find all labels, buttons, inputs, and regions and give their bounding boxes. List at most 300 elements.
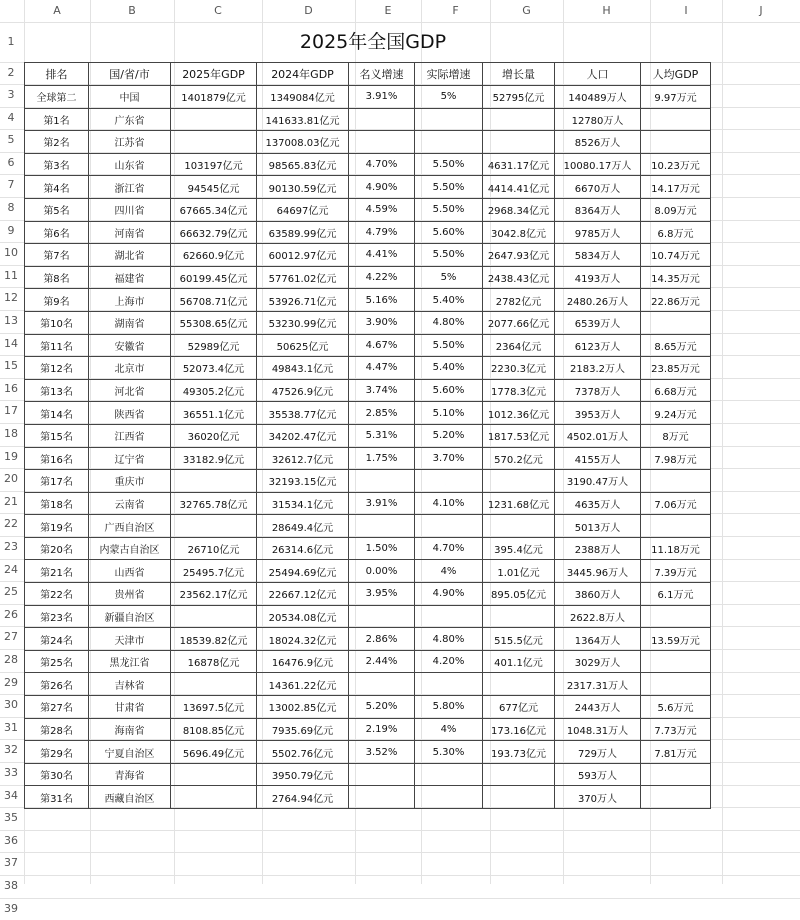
- table-cell[interactable]: 28649.4亿元: [257, 515, 349, 538]
- table-cell[interactable]: 395.4亿元: [483, 537, 555, 560]
- table-cell[interactable]: 第11名: [25, 334, 89, 357]
- table-cell[interactable]: [641, 650, 711, 673]
- table-cell[interactable]: 32612.7亿元: [257, 447, 349, 470]
- table-cell[interactable]: 1012.36亿元: [483, 402, 555, 425]
- table-cell[interactable]: 10.74万元: [641, 244, 711, 267]
- table-cell[interactable]: 第14名: [25, 402, 89, 425]
- table-cell[interactable]: 4.47%: [349, 357, 415, 380]
- row-number[interactable]: 29: [4, 675, 18, 689]
- table-cell[interactable]: 14.17万元: [641, 176, 711, 199]
- table-cell[interactable]: [641, 515, 711, 538]
- table-cell[interactable]: 11.18万元: [641, 537, 711, 560]
- table-cell[interactable]: 1349084亿元: [257, 86, 349, 109]
- table-cell[interactable]: 第22名: [25, 583, 89, 606]
- table-cell[interactable]: 3.95%: [349, 583, 415, 606]
- table-cell[interactable]: 90130.59亿元: [257, 176, 349, 199]
- table-cell[interactable]: 67665.34亿元: [171, 198, 257, 221]
- table-cell[interactable]: 2.19%: [349, 718, 415, 741]
- table-cell[interactable]: [415, 108, 483, 131]
- table-cell[interactable]: 2764.94亿元: [257, 786, 349, 809]
- row-number[interactable]: 7: [7, 178, 15, 192]
- table-cell[interactable]: 第28名: [25, 718, 89, 741]
- table-cell[interactable]: 3.52%: [349, 741, 415, 764]
- row-number[interactable]: 11: [4, 268, 18, 282]
- column-letter[interactable]: E: [384, 4, 392, 17]
- table-cell[interactable]: [349, 763, 415, 786]
- table-cell[interactable]: 5.16%: [349, 289, 415, 312]
- table-cell[interactable]: 1048.31万人: [555, 718, 641, 741]
- table-cell[interactable]: 全球第二: [25, 86, 89, 109]
- row-number[interactable]: 34: [4, 788, 18, 802]
- table-cell[interactable]: 8万元: [641, 424, 711, 447]
- table-cell[interactable]: 1.75%: [349, 447, 415, 470]
- row-number[interactable]: 36: [4, 833, 18, 847]
- row-number[interactable]: 31: [4, 720, 18, 734]
- table-cell[interactable]: 193.73亿元: [483, 741, 555, 764]
- table-cell[interactable]: [171, 515, 257, 538]
- table-cell[interactable]: 5.40%: [415, 357, 483, 380]
- table-cell[interactable]: 第6名: [25, 221, 89, 244]
- table-cell[interactable]: 16476.9亿元: [257, 650, 349, 673]
- table-cell[interactable]: 第26名: [25, 673, 89, 696]
- table-cell[interactable]: 18024.32亿元: [257, 628, 349, 651]
- row-number[interactable]: 5: [7, 133, 15, 147]
- table-cell[interactable]: 9.97万元: [641, 86, 711, 109]
- table-cell[interactable]: 4.90%: [349, 176, 415, 199]
- table-cell[interactable]: 4635万人: [555, 492, 641, 515]
- table-cell[interactable]: 第31名: [25, 786, 89, 809]
- row-number[interactable]: 25: [4, 585, 18, 599]
- table-cell[interactable]: 7.73万元: [641, 718, 711, 741]
- table-cell[interactable]: [171, 763, 257, 786]
- table-cell[interactable]: 1.50%: [349, 537, 415, 560]
- row-number[interactable]: 2: [7, 66, 15, 79]
- table-cell[interactable]: 10080.17万人: [555, 153, 641, 176]
- row-number[interactable]: 15: [4, 359, 18, 373]
- table-cell[interactable]: 2782亿元: [483, 289, 555, 312]
- table-cell[interactable]: [415, 515, 483, 538]
- table-cell[interactable]: 23.85万元: [641, 357, 711, 380]
- table-cell[interactable]: 14.35万元: [641, 266, 711, 289]
- table-cell[interactable]: 49305.2亿元: [171, 379, 257, 402]
- table-cell[interactable]: 山东省: [89, 153, 171, 176]
- table-cell[interactable]: 8108.85亿元: [171, 718, 257, 741]
- table-cell[interactable]: 5502.76亿元: [257, 741, 349, 764]
- table-cell[interactable]: 4.90%: [415, 583, 483, 606]
- table-cell[interactable]: 370万人: [555, 786, 641, 809]
- table-cell[interactable]: 4502.01万人: [555, 424, 641, 447]
- table-cell[interactable]: 5013万人: [555, 515, 641, 538]
- table-cell[interactable]: 第24名: [25, 628, 89, 651]
- table-cell[interactable]: 515.5亿元: [483, 628, 555, 651]
- table-cell[interactable]: 6.68万元: [641, 379, 711, 402]
- table-cell[interactable]: 5%: [415, 266, 483, 289]
- column-letter[interactable]: F: [452, 4, 459, 17]
- column-letter[interactable]: J: [759, 4, 763, 17]
- table-cell[interactable]: 4%: [415, 560, 483, 583]
- table-cell[interactable]: 宁夏自治区: [89, 741, 171, 764]
- table-cell[interactable]: 第5名: [25, 198, 89, 221]
- row-number[interactable]: 6: [7, 155, 15, 169]
- table-cell[interactable]: 5%: [415, 86, 483, 109]
- table-cell[interactable]: 3.74%: [349, 379, 415, 402]
- row-number[interactable]: 22: [4, 517, 18, 531]
- table-cell[interactable]: 第10名: [25, 311, 89, 334]
- row-number[interactable]: 12: [4, 291, 18, 305]
- row-number[interactable]: 24: [4, 562, 18, 576]
- table-cell[interactable]: 137008.03亿元: [257, 131, 349, 154]
- row-number[interactable]: 19: [4, 449, 18, 463]
- table-cell[interactable]: 8.09万元: [641, 198, 711, 221]
- table-cell[interactable]: 第23名: [25, 605, 89, 628]
- table-cell[interactable]: [641, 311, 711, 334]
- table-cell[interactable]: 6539万人: [555, 311, 641, 334]
- row-number[interactable]: 16: [4, 381, 18, 395]
- table-cell[interactable]: 53926.71亿元: [257, 289, 349, 312]
- table-cell[interactable]: 52073.4亿元: [171, 357, 257, 380]
- table-cell[interactable]: 2388万人: [555, 537, 641, 560]
- row-number[interactable]: 28: [4, 653, 18, 666]
- table-cell[interactable]: [641, 763, 711, 786]
- table-cell[interactable]: 第16名: [25, 447, 89, 470]
- table-cell[interactable]: 3445.96万人: [555, 560, 641, 583]
- table-cell[interactable]: 4.67%: [349, 334, 415, 357]
- table-cell[interactable]: 2077.66亿元: [483, 311, 555, 334]
- table-cell[interactable]: 河南省: [89, 221, 171, 244]
- table-cell[interactable]: 6.8万元: [641, 221, 711, 244]
- table-cell[interactable]: [349, 673, 415, 696]
- table-cell[interactable]: 河北省: [89, 379, 171, 402]
- header-cell[interactable]: 增长量: [483, 63, 555, 86]
- table-cell[interactable]: 55308.65亿元: [171, 311, 257, 334]
- row-number[interactable]: 38: [4, 879, 18, 892]
- row-number[interactable]: 9: [7, 223, 15, 237]
- table-cell[interactable]: [641, 131, 711, 154]
- table-cell[interactable]: 安徽省: [89, 334, 171, 357]
- table-cell[interactable]: 4.70%: [415, 537, 483, 560]
- table-cell[interactable]: 3860万人: [555, 583, 641, 606]
- table-cell[interactable]: 33182.9亿元: [171, 447, 257, 470]
- table-cell[interactable]: 第18名: [25, 492, 89, 515]
- table-cell[interactable]: 辽宁省: [89, 447, 171, 470]
- table-cell[interactable]: 5.20%: [415, 424, 483, 447]
- table-cell[interactable]: 729万人: [555, 741, 641, 764]
- row-number[interactable]: 32: [4, 743, 18, 757]
- table-cell[interactable]: 第9名: [25, 289, 89, 312]
- table-cell[interactable]: 5.20%: [349, 696, 415, 719]
- table-cell[interactable]: 江苏省: [89, 131, 171, 154]
- column-letter[interactable]: H: [602, 4, 611, 17]
- table-cell[interactable]: 13002.85亿元: [257, 696, 349, 719]
- table-cell[interactable]: 3042.8亿元: [483, 221, 555, 244]
- table-cell[interactable]: [415, 131, 483, 154]
- table-cell[interactable]: 3.91%: [349, 492, 415, 515]
- table-cell[interactable]: [483, 786, 555, 809]
- table-cell[interactable]: 141633.81亿元: [257, 108, 349, 131]
- table-cell[interactable]: 52795亿元: [483, 86, 555, 109]
- table-cell[interactable]: 3.90%: [349, 311, 415, 334]
- column-letter[interactable]: B: [128, 4, 136, 17]
- table-cell[interactable]: 4.20%: [415, 650, 483, 673]
- table-cell[interactable]: 8364万人: [555, 198, 641, 221]
- table-cell[interactable]: 1778.3亿元: [483, 379, 555, 402]
- table-cell[interactable]: 5.80%: [415, 696, 483, 719]
- table-cell[interactable]: [641, 786, 711, 809]
- table-cell[interactable]: 2364亿元: [483, 334, 555, 357]
- table-cell[interactable]: 1817.53亿元: [483, 424, 555, 447]
- table-cell[interactable]: [483, 673, 555, 696]
- table-cell[interactable]: 6670万人: [555, 176, 641, 199]
- row-number[interactable]: 10: [4, 246, 18, 260]
- table-cell[interactable]: 3.70%: [415, 447, 483, 470]
- table-cell[interactable]: 第19名: [25, 515, 89, 538]
- table-cell[interactable]: 895.05亿元: [483, 583, 555, 606]
- table-cell[interactable]: [171, 673, 257, 696]
- row-number[interactable]: 21: [4, 494, 18, 508]
- table-cell[interactable]: 5.30%: [415, 741, 483, 764]
- table-cell[interactable]: 4.59%: [349, 198, 415, 221]
- table-cell[interactable]: 2622.8万人: [555, 605, 641, 628]
- table-cell[interactable]: 青海省: [89, 763, 171, 786]
- table-cell[interactable]: 64697亿元: [257, 198, 349, 221]
- table-cell[interactable]: 60199.45亿元: [171, 266, 257, 289]
- table-cell[interactable]: 中国: [89, 86, 171, 109]
- table-cell[interactable]: 第29名: [25, 741, 89, 764]
- table-cell[interactable]: 9.24万元: [641, 402, 711, 425]
- table-cell[interactable]: 36020亿元: [171, 424, 257, 447]
- table-cell[interactable]: 14361.22亿元: [257, 673, 349, 696]
- table-cell[interactable]: 第7名: [25, 244, 89, 267]
- table-cell[interactable]: 天津市: [89, 628, 171, 651]
- table-cell[interactable]: [415, 673, 483, 696]
- table-cell[interactable]: 2317.31万人: [555, 673, 641, 696]
- column-letter[interactable]: D: [304, 4, 313, 17]
- table-cell[interactable]: 22.86万元: [641, 289, 711, 312]
- table-cell[interactable]: 4155万人: [555, 447, 641, 470]
- table-cell[interactable]: 第30名: [25, 763, 89, 786]
- table-cell[interactable]: 第13名: [25, 379, 89, 402]
- table-cell[interactable]: 4.22%: [349, 266, 415, 289]
- table-cell[interactable]: 5.60%: [415, 379, 483, 402]
- table-cell[interactable]: 56708.71亿元: [171, 289, 257, 312]
- table-cell[interactable]: 25494.69亿元: [257, 560, 349, 583]
- row-number[interactable]: 27: [4, 630, 18, 644]
- table-cell[interactable]: 2480.26万人: [555, 289, 641, 312]
- table-cell[interactable]: 35538.77亿元: [257, 402, 349, 425]
- table-cell[interactable]: 3190.47万人: [555, 470, 641, 493]
- table-cell[interactable]: 重庆市: [89, 470, 171, 493]
- table-cell[interactable]: 5834万人: [555, 244, 641, 267]
- table-cell[interactable]: 山西省: [89, 560, 171, 583]
- table-cell[interactable]: 2443万人: [555, 696, 641, 719]
- header-cell[interactable]: 人口: [555, 63, 641, 86]
- table-cell[interactable]: [171, 786, 257, 809]
- table-cell[interactable]: 34202.47亿元: [257, 424, 349, 447]
- table-cell[interactable]: 12780万人: [555, 108, 641, 131]
- table-cell[interactable]: 94545亿元: [171, 176, 257, 199]
- table-cell[interactable]: [641, 673, 711, 696]
- table-cell[interactable]: 第17名: [25, 470, 89, 493]
- table-cell[interactable]: 4.79%: [349, 221, 415, 244]
- table-cell[interactable]: [171, 108, 257, 131]
- table-cell[interactable]: 上海市: [89, 289, 171, 312]
- table-cell[interactable]: 103197亿元: [171, 153, 257, 176]
- table-cell[interactable]: 7.81万元: [641, 741, 711, 764]
- header-cell[interactable]: 人均GDP: [641, 63, 711, 86]
- table-cell[interactable]: 52989亿元: [171, 334, 257, 357]
- table-cell[interactable]: [641, 605, 711, 628]
- row-number[interactable]: 39: [4, 901, 18, 915]
- row-number[interactable]: 20: [4, 472, 18, 486]
- table-cell[interactable]: 50625亿元: [257, 334, 349, 357]
- table-cell[interactable]: 18539.82亿元: [171, 628, 257, 651]
- row-number[interactable]: 35: [4, 811, 18, 825]
- table-cell[interactable]: 140489万人: [555, 86, 641, 109]
- table-cell[interactable]: 云南省: [89, 492, 171, 515]
- table-cell[interactable]: 四川省: [89, 198, 171, 221]
- table-cell[interactable]: 湖北省: [89, 244, 171, 267]
- table-cell[interactable]: [349, 470, 415, 493]
- table-cell[interactable]: 新疆自治区: [89, 605, 171, 628]
- row-number[interactable]: 18: [4, 427, 18, 440]
- table-cell[interactable]: 4.80%: [415, 311, 483, 334]
- table-cell[interactable]: 5.50%: [415, 176, 483, 199]
- table-cell[interactable]: 36551.1亿元: [171, 402, 257, 425]
- table-cell[interactable]: 1401879亿元: [171, 86, 257, 109]
- header-cell[interactable]: 排名: [25, 63, 89, 86]
- table-cell[interactable]: 第27名: [25, 696, 89, 719]
- table-cell[interactable]: 66632.79亿元: [171, 221, 257, 244]
- table-cell[interactable]: 7.06万元: [641, 492, 711, 515]
- table-cell[interactable]: [415, 786, 483, 809]
- table-cell[interactable]: 5.60%: [415, 221, 483, 244]
- row-number[interactable]: 30: [4, 698, 18, 712]
- row-number[interactable]: 8: [7, 201, 15, 214]
- table-cell[interactable]: 4414.41亿元: [483, 176, 555, 199]
- table-cell[interactable]: 98565.83亿元: [257, 153, 349, 176]
- row-number[interactable]: 23: [4, 540, 18, 553]
- column-letter[interactable]: A: [53, 4, 61, 17]
- table-cell[interactable]: 5.50%: [415, 244, 483, 267]
- table-cell[interactable]: [349, 131, 415, 154]
- table-cell[interactable]: [483, 605, 555, 628]
- table-cell[interactable]: [641, 470, 711, 493]
- table-cell[interactable]: [349, 515, 415, 538]
- table-cell[interactable]: [483, 470, 555, 493]
- row-number[interactable]: 17: [4, 404, 18, 418]
- table-cell[interactable]: [171, 605, 257, 628]
- table-cell[interactable]: [483, 108, 555, 131]
- table-cell[interactable]: 7.98万元: [641, 447, 711, 470]
- table-cell[interactable]: 福建省: [89, 266, 171, 289]
- table-cell[interactable]: 57761.02亿元: [257, 266, 349, 289]
- table-cell[interactable]: 4.41%: [349, 244, 415, 267]
- table-cell[interactable]: 4.70%: [349, 153, 415, 176]
- table-cell[interactable]: 第4名: [25, 176, 89, 199]
- table-cell[interactable]: 湖南省: [89, 311, 171, 334]
- table-cell[interactable]: 53230.99亿元: [257, 311, 349, 334]
- table-cell[interactable]: 广西自治区: [89, 515, 171, 538]
- table-cell[interactable]: [349, 605, 415, 628]
- row-number[interactable]: 14: [4, 336, 18, 350]
- table-cell[interactable]: 甘肃省: [89, 696, 171, 719]
- table-cell[interactable]: 第15名: [25, 424, 89, 447]
- sheet-title[interactable]: 2025年全国GDP: [299, 31, 447, 53]
- table-cell[interactable]: 4631.17亿元: [483, 153, 555, 176]
- table-cell[interactable]: 593万人: [555, 763, 641, 786]
- table-cell[interactable]: 浙江省: [89, 176, 171, 199]
- table-cell[interactable]: [483, 763, 555, 786]
- table-cell[interactable]: 2183.2万人: [555, 357, 641, 380]
- table-cell[interactable]: 20534.08亿元: [257, 605, 349, 628]
- table-cell[interactable]: 5.31%: [349, 424, 415, 447]
- table-cell[interactable]: 4%: [415, 718, 483, 741]
- table-cell[interactable]: 401.1亿元: [483, 650, 555, 673]
- column-letter[interactable]: C: [214, 4, 222, 17]
- table-cell[interactable]: [171, 470, 257, 493]
- table-cell[interactable]: 7378万人: [555, 379, 641, 402]
- table-cell[interactable]: 5696.49亿元: [171, 741, 257, 764]
- table-cell[interactable]: 内蒙古自治区: [89, 537, 171, 560]
- row-number[interactable]: 4: [7, 110, 15, 124]
- table-cell[interactable]: 5.50%: [415, 153, 483, 176]
- table-cell[interactable]: 2438.43亿元: [483, 266, 555, 289]
- table-cell[interactable]: [349, 786, 415, 809]
- table-cell[interactable]: [483, 515, 555, 538]
- table-cell[interactable]: 北京市: [89, 357, 171, 380]
- table-cell[interactable]: 677亿元: [483, 696, 555, 719]
- table-cell[interactable]: 2.44%: [349, 650, 415, 673]
- table-cell[interactable]: 江西省: [89, 424, 171, 447]
- table-cell[interactable]: 4193万人: [555, 266, 641, 289]
- table-cell[interactable]: 6.1万元: [641, 583, 711, 606]
- header-cell[interactable]: 2024年GDP: [257, 63, 349, 86]
- table-cell[interactable]: 10.23万元: [641, 153, 711, 176]
- table-cell[interactable]: 13697.5亿元: [171, 696, 257, 719]
- table-cell[interactable]: 5.50%: [415, 334, 483, 357]
- row-number[interactable]: 1: [7, 35, 15, 48]
- table-cell[interactable]: 173.16亿元: [483, 718, 555, 741]
- header-cell[interactable]: 国/省/市: [89, 63, 171, 86]
- table-cell[interactable]: 3950.79亿元: [257, 763, 349, 786]
- table-cell[interactable]: 4.10%: [415, 492, 483, 515]
- row-number[interactable]: 13: [4, 314, 18, 327]
- table-cell[interactable]: 1364万人: [555, 628, 641, 651]
- table-cell[interactable]: 6123万人: [555, 334, 641, 357]
- table-cell[interactable]: 第1名: [25, 108, 89, 131]
- header-cell[interactable]: 2025年GDP: [171, 63, 257, 86]
- table-cell[interactable]: 60012.97亿元: [257, 244, 349, 267]
- table-cell[interactable]: 5.6万元: [641, 696, 711, 719]
- table-cell[interactable]: 62660.9亿元: [171, 244, 257, 267]
- table-cell[interactable]: 7.39万元: [641, 560, 711, 583]
- table-cell[interactable]: 2.86%: [349, 628, 415, 651]
- header-cell[interactable]: 实际增速: [415, 63, 483, 86]
- row-number[interactable]: 26: [4, 607, 18, 621]
- table-cell[interactable]: [415, 605, 483, 628]
- table-cell[interactable]: 63589.99亿元: [257, 221, 349, 244]
- table-cell[interactable]: 4.80%: [415, 628, 483, 651]
- table-cell[interactable]: [415, 470, 483, 493]
- table-cell[interactable]: 47526.9亿元: [257, 379, 349, 402]
- table-cell[interactable]: 海南省: [89, 718, 171, 741]
- table-cell[interactable]: 25495.7亿元: [171, 560, 257, 583]
- table-cell[interactable]: 16878亿元: [171, 650, 257, 673]
- table-cell[interactable]: 8.65万元: [641, 334, 711, 357]
- table-cell[interactable]: 西藏自治区: [89, 786, 171, 809]
- table-cell[interactable]: 26314.6亿元: [257, 537, 349, 560]
- table-cell[interactable]: 570.2亿元: [483, 447, 555, 470]
